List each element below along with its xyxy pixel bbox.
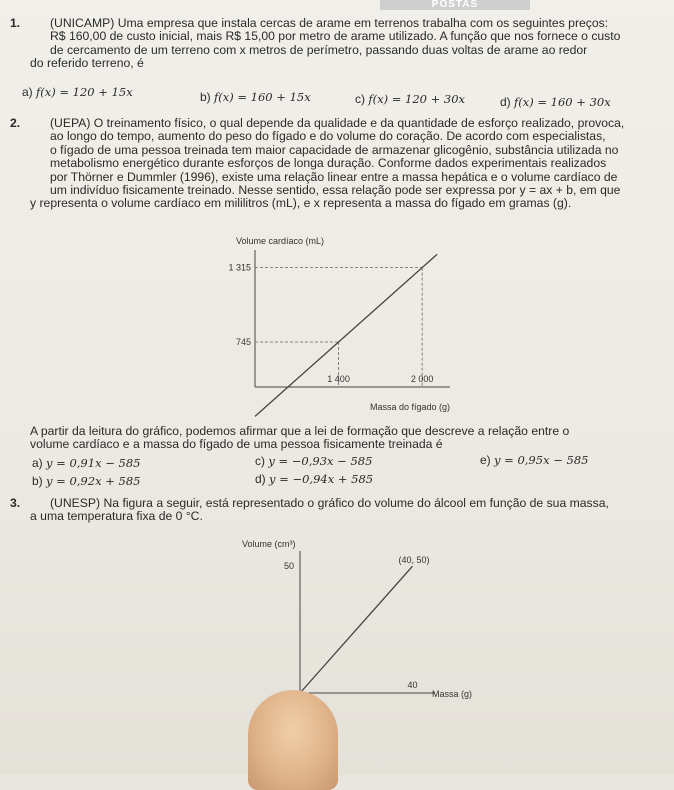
q2-line-3: o fígado de uma pessoa treinada tem maior capacidade de armazenar glicogênio, substância utilizada no: [50, 142, 619, 157]
option-letter: d): [500, 95, 511, 109]
chart2-series-line: [300, 566, 413, 693]
chart1-ytick-745: 745: [235, 336, 251, 347]
question-2: [10, 116, 660, 211]
option-letter: c): [255, 454, 265, 468]
q2-after-line-2: volume cardíaco e a massa do fígado de uma pessoa fisicamente treinada é: [30, 437, 443, 452]
option-letter: a): [32, 456, 43, 470]
option-letter: c): [355, 92, 365, 106]
q2-line-1: (UEPA) O treinamento físico, o qual depende da qualidade e da quantidade de esforço realizado, provoca,: [50, 116, 625, 130]
chart1-xtick-2000: 2 000: [410, 374, 434, 384]
option-letter: e): [480, 453, 491, 467]
chart1-series-line: [255, 254, 437, 416]
q2-line-5: por Thörner e Dummler (1996), existe uma relação linear entre a massa hepática e o volume cardíaco de: [50, 169, 618, 184]
thumb-photo-artifact: [248, 690, 338, 790]
option-letter: d): [255, 472, 266, 486]
question-number: 1.: [10, 16, 21, 30]
q2-option-d: [255, 472, 373, 486]
option-expr: f(x) = 120 + 15x: [36, 85, 133, 99]
q2-option-b: [32, 474, 140, 488]
q1-line-2: R$ 160,00 de custo inicial, mais R$ 15,00 por metro de arame utilizado. A função que nos fornece o custo: [50, 29, 621, 44]
option-expr: y = −0,93x − 585: [268, 454, 373, 468]
option-expr: y = 0,92x + 585: [46, 474, 141, 488]
option-expr: y = −0,94x + 585: [269, 472, 374, 486]
q2-line-4: metabolismo energético durante esforços de longa duração. Conforme dados experimentais realizados: [50, 156, 607, 171]
question-3: [10, 496, 660, 524]
q2-option-c: [255, 454, 372, 468]
chart2-xlabel: Massa (g): [431, 689, 472, 699]
chart2-xtick-40: 40: [407, 680, 418, 690]
q3-line-2: a uma temperatura fixa de 0 °C.: [30, 509, 203, 524]
chart2-ylabel: Volume (cm³): [242, 539, 296, 549]
chart1-ytick-1315: 1 315: [228, 262, 251, 273]
option-letter: a): [22, 85, 33, 99]
q1-option-b: [200, 90, 311, 104]
q2-option-a: [32, 456, 140, 470]
option-expr: y = 0,91x − 585: [46, 456, 141, 470]
cardiac-volume-chart: [210, 232, 470, 417]
q1-option-c: [355, 92, 465, 106]
q2-line-2: ao longo do tempo, aumento do peso do fígado e do volume do coração. De acordo com especialistas,: [50, 129, 606, 144]
question-number: 2.: [10, 116, 21, 130]
option-expr: f(x) = 160 + 30x: [514, 95, 611, 109]
chart2-ytick-50: 50: [283, 561, 294, 572]
chart1-xlabel: Massa do fígado (g): [369, 402, 450, 412]
q1-line-3: de cercamento de um terreno com x metros de perímetro, passando duas voltas de arame ao redor: [50, 42, 588, 57]
option-expr: f(x) = 160 + 15x: [214, 90, 311, 104]
alcohol-volume-chart: [240, 535, 480, 715]
q1-option-d: [500, 95, 611, 109]
header-band: POSTAS: [380, 0, 530, 10]
q2-line-6: um indivíduo fisicamente treinado. Nesse sentido, essa relação pode ser expressa por y = ax + b, em que: [50, 183, 621, 198]
chart2-endpoint-label: (40, 50): [398, 555, 430, 566]
q2-option-e: [480, 453, 588, 467]
q1-option-a: [22, 85, 133, 99]
option-letter: b): [200, 90, 211, 104]
q2-prompt: [30, 425, 660, 452]
question-number: 3.: [10, 496, 21, 510]
q1-line-4: do referido terreno, é: [30, 56, 144, 71]
chart1-ylabel: Volume cardíaco (mL): [236, 236, 325, 246]
option-letter: b): [32, 474, 43, 488]
q3-line-1: (UNESP) Na figura a seguir, está representado o gráfico do volume do álcool em função de sua massa,: [50, 496, 609, 510]
option-expr: y = 0,95x − 585: [494, 453, 589, 467]
q2-after-line-1: A partir da leitura do gráfico, podemos afirmar que a lei de formação que descreve a relação entre o: [30, 424, 570, 438]
chart1-xtick-1400: 1 400: [327, 374, 350, 384]
q1-line-1: (UNICAMP) Uma empresa que instala cercas de arame em terrenos trabalha com os seguintes preços:: [50, 16, 609, 30]
q2-line-7: y representa o volume cardíaco em mililitros (mL), e x representa a massa do fígado em gramas (g).: [30, 196, 572, 211]
option-expr: f(x) = 120 + 30x: [368, 92, 466, 106]
